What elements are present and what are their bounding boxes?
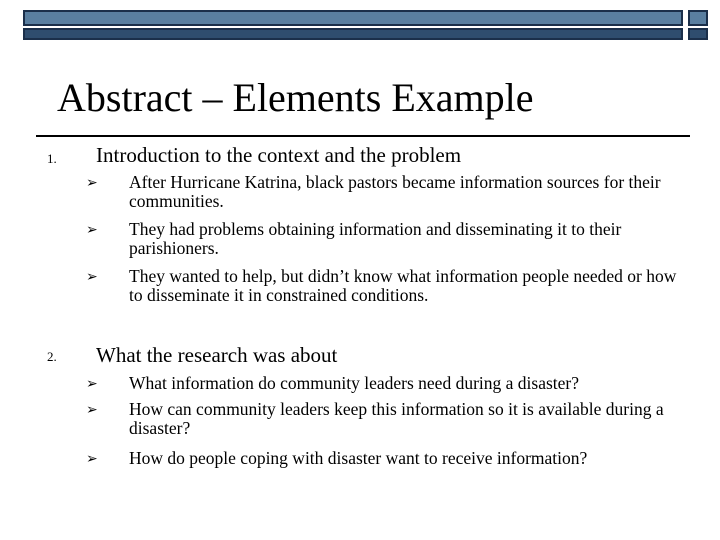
arrow-bullet-icon: ➢	[86, 269, 98, 285]
section-1-item-3: They wanted to help, but didn’t know what information people needed or how to disseminate it in constrained conditions.	[129, 266, 677, 305]
section-number-2: 2.	[47, 349, 57, 364]
arrow-bullet-icon: ➢	[86, 451, 98, 467]
arrow-bullet-icon: ➢	[86, 402, 98, 418]
section-2-item-1: What information do community leaders need during a disaster?	[129, 373, 580, 393]
decoration-bar-upper	[23, 10, 683, 26]
section-2-item-3: How do people coping with disaster want to receive information?	[129, 448, 588, 468]
arrow-bullet-icon: ➢	[86, 222, 98, 238]
section-heading-2: What the research was about	[96, 343, 338, 367]
decoration-bar-lower	[23, 28, 683, 40]
section-1-item-2: They had problems obtaining information and disseminating it to their parishioners.	[129, 219, 622, 258]
section-2-item-2: How can community leaders keep this information so it is available during a disaster?	[129, 399, 664, 438]
decoration-square-upper	[688, 10, 708, 26]
slide-title: Abstract – Elements Example	[57, 75, 534, 120]
top-decoration-bar	[23, 10, 708, 40]
title-divider	[36, 135, 690, 137]
arrow-bullet-icon: ➢	[86, 376, 98, 392]
decoration-bar-main	[23, 10, 683, 40]
decoration-square-lower	[688, 28, 708, 40]
section-number-1: 1.	[47, 151, 57, 166]
arrow-bullet-icon: ➢	[86, 175, 98, 191]
section-1-item-1: After Hurricane Katrina, black pastors became information sources for their communities.	[129, 172, 661, 211]
section-heading-1: Introduction to the context and the problem	[96, 143, 462, 167]
